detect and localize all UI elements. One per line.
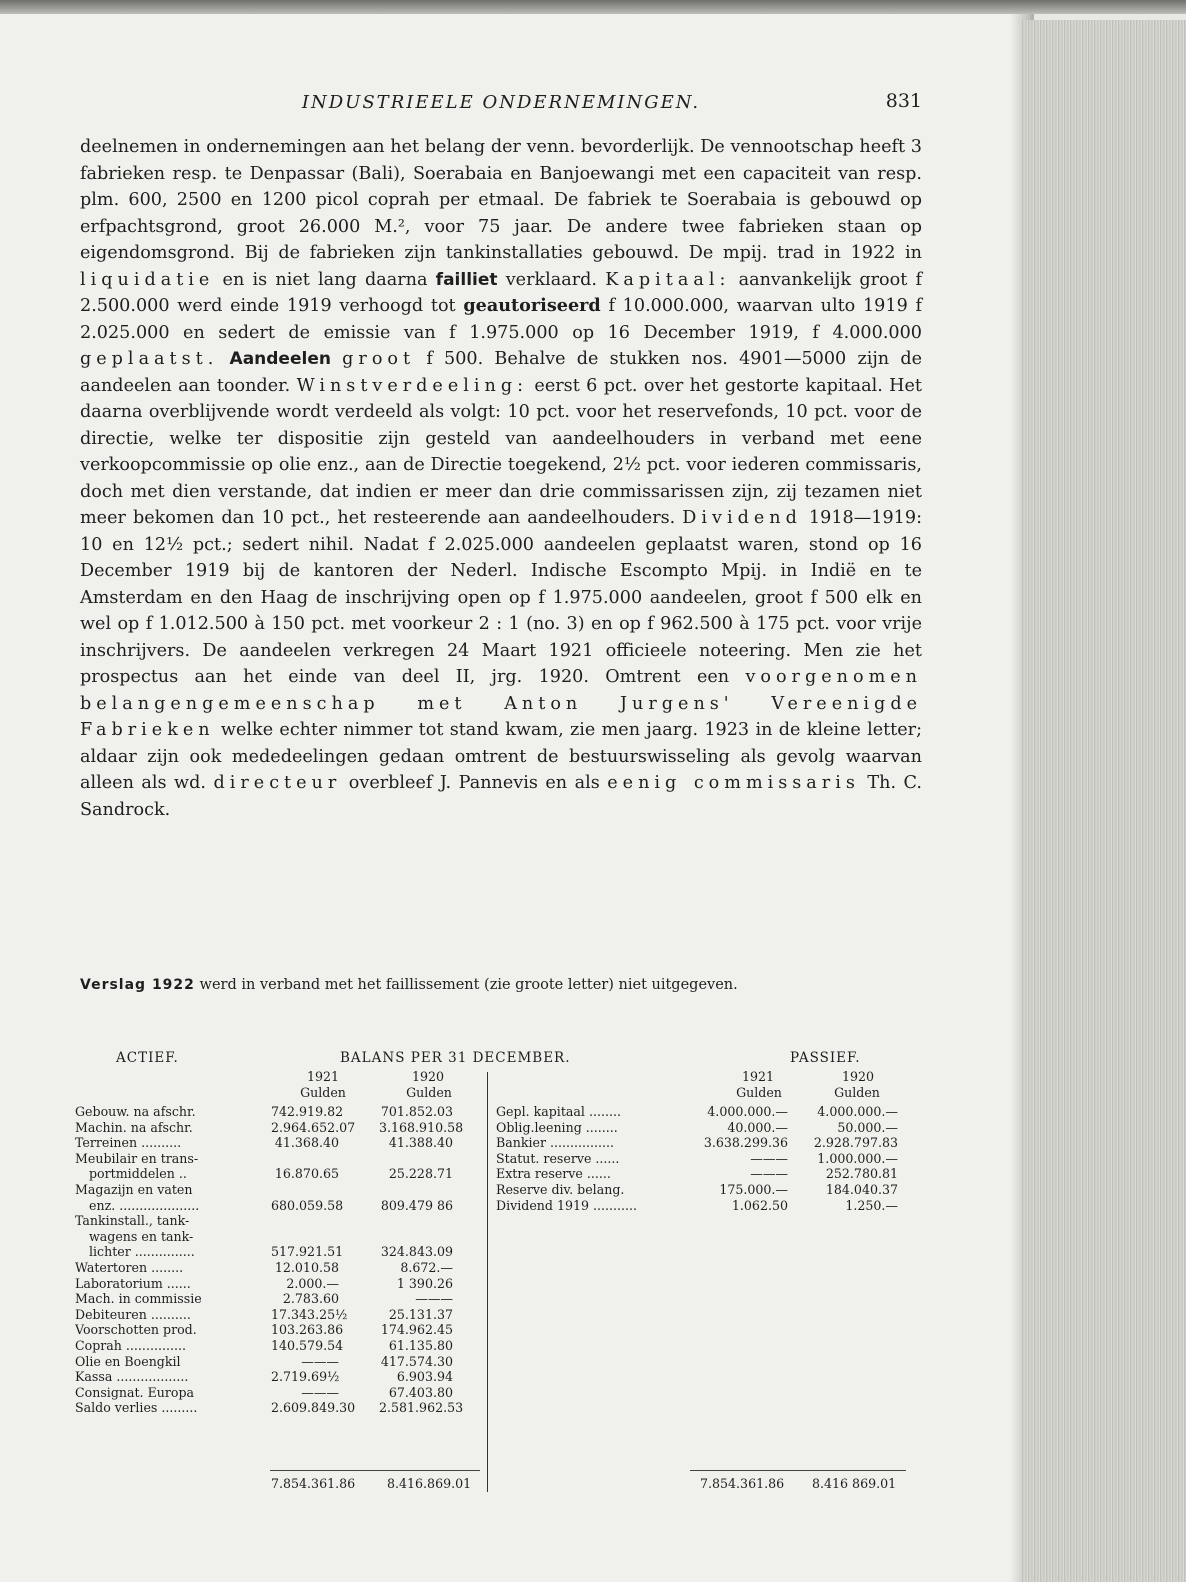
liability-value-1921: 1.062.50 <box>731 1197 788 1213</box>
liability-value-1920: 1.000.000.— <box>817 1150 898 1166</box>
text-run: verklaard. <box>497 269 598 290</box>
liability-row-label: Reserve div. belang. <box>496 1181 625 1197</box>
asset-row <box>75 1151 493 1167</box>
scan-top-border <box>0 0 1186 14</box>
liability-value-1921: ——— <box>750 1166 788 1182</box>
text-run: f 500. Behalve de stukken nos. 4901—5000 zijn de aandeelen aan toonder. <box>80 349 923 396</box>
bold-term-aandeelen: Aandeelen <box>229 349 331 369</box>
asset-row <box>75 1385 493 1401</box>
actief-label: ACTIEF. <box>116 1050 179 1066</box>
text-run: Th. C. Sandrock. <box>80 773 922 820</box>
liability-row-label: Statut. reserve ...... <box>496 1150 620 1166</box>
text-run: 1918—1919: 10 en 12½ pct.; sedert nihil. Nadat f 2.025.000 aandeelen geplaatst waren, stond op 16 December 1919 bij de kantoren der Nederl. Indische Escompto Mpij. in Indië en te Amsterdam en den Haag de inschrijving open op f 1.975.000 aandeelen, groot f 500 elk en wel op f 1.012.500 à 150 pct. met voorkeur 2 : 1 (no. 3) en op f 962.500 à 175 pct. voor vrije inschrijvers. De aandeelen verkregen 24 Maart 1921 officieele noteering. Men zie het prospectus aan het einde van deel II, jrg. 1920. Omtrent een <box>80 508 923 687</box>
col-unit-1920-left: Gulden <box>406 1085 452 1100</box>
asset-row <box>75 1260 493 1276</box>
liability-value-1921: 4.000.000.— <box>707 1104 788 1119</box>
asset-value-1920: 6.903.94 <box>396 1369 453 1385</box>
liability-value-1921: 40.000.— <box>727 1119 788 1135</box>
asset-row-label: Watertoren ........ <box>75 1259 184 1275</box>
text-run: eerst 6 pct. over het gestorte kapitaal. Het daarna overblijvende wordt verdeeld als volgt: 10 pct. voor het reservefonds, 10 pct. voor de directie, welke ter dispositie zijn gesteld van aandeelhouders in verband met eene verkoopcommissie op olie enz., aan de Directie toegekend, 2½ pct. voor iederen commissaris, doch met dien verstande, dat indien er meer dan drie commissarissen zijn, zij tezamen niet meer bekomen dan 10 pct., het resteerende aan aandeelhouders. <box>80 375 923 528</box>
asset-value-1921: 680.059.58 <box>271 1197 344 1213</box>
page-edges <box>1022 20 1186 1582</box>
asset-row <box>75 1400 493 1416</box>
liability-value-1920: 2.928.797.83 <box>813 1135 898 1151</box>
asset-row <box>75 1198 493 1214</box>
asset-row <box>75 1244 493 1260</box>
running-title: INDUSTRIEELE ONDERNEMINGEN. <box>301 92 701 113</box>
col-unit-1921-left: Gulden <box>300 1085 346 1100</box>
asset-row-label: Olie en Boengkil <box>75 1353 181 1369</box>
asset-value-1920: 701.852.03 <box>380 1104 453 1119</box>
asset-row <box>75 1213 493 1229</box>
liability-row <box>496 1120 916 1136</box>
col-year-1920-left: 1920 <box>411 1069 445 1084</box>
asset-value-1920: 67.403.80 <box>388 1384 453 1400</box>
asset-row-label: Mach. in commissie <box>75 1291 202 1307</box>
col-unit-1921-right: Gulden <box>736 1085 782 1100</box>
balance-title: BALANS PER 31 DECEMBER. <box>340 1050 571 1066</box>
asset-row-label: Saldo verlies ......... <box>75 1400 198 1416</box>
asset-value-1920: 61.135.80 <box>388 1337 453 1353</box>
asset-value-1920: 41.388.40 <box>388 1135 453 1151</box>
passief-label: PASSIEF. <box>790 1050 861 1066</box>
asset-row-label: Gebouw. na afschr. <box>75 1104 196 1119</box>
liability-value-1921: 3.638.299.36 <box>703 1135 788 1151</box>
asset-value-1921: 12.010.58 <box>274 1259 339 1275</box>
col-year-1920-right: 1920 <box>841 1069 875 1084</box>
total-assets-1920: 8.416.869.01 <box>387 1476 472 1491</box>
column-divider <box>487 1072 488 1492</box>
liability-value-1920: 50.000.— <box>837 1119 898 1135</box>
text-run: f 10.000.000, waarvan ulto 1919 f 2.025.000 en sedert de emissie van f 1.975.000 op 16 December 1919, f 4.000.000 <box>80 296 922 343</box>
liability-value-1920: 1.250.— <box>845 1197 898 1213</box>
asset-row <box>75 1166 493 1182</box>
spaced-term-groot: groot <box>342 349 416 369</box>
spaced-term-dividend: Dividend <box>682 508 802 528</box>
main-text <box>80 134 922 823</box>
asset-row-label: Coprah ............... <box>75 1337 186 1353</box>
asset-value-1921: 17.343.25½ <box>271 1306 348 1322</box>
asset-row <box>75 1276 493 1292</box>
report-note <box>80 976 922 994</box>
asset-row-label: lichter ............... <box>89 1244 195 1260</box>
liability-value-1920: 252.780.81 <box>825 1166 898 1182</box>
asset-row-label: wagens en tank- <box>89 1228 194 1244</box>
total-liabilities-1921: 7.854.361.86 <box>700 1476 785 1491</box>
liabilities-table <box>496 1104 916 1213</box>
col-year-1921-right: 1921 <box>741 1069 775 1084</box>
asset-value-1921: 2.964.652.07 <box>271 1119 356 1135</box>
liability-row <box>496 1182 916 1198</box>
spaced-term-kapitaal: Kapitaal: <box>605 269 731 290</box>
liability-row <box>496 1104 916 1120</box>
asset-row <box>75 1369 493 1385</box>
asset-row-label: Kassa .................. <box>75 1369 189 1385</box>
col-year-1921-left: 1921 <box>306 1069 340 1084</box>
spaced-term-eenig-commissaris: eenig commissaris <box>607 773 860 793</box>
asset-row <box>75 1229 493 1245</box>
asset-value-1920: 809.479 86 <box>380 1197 453 1213</box>
liability-value-1920: 184.040.37 <box>825 1181 898 1197</box>
total-assets-1921: 7.854.361.86 <box>271 1476 356 1491</box>
asset-value-1921: 140.579.54 <box>271 1337 344 1353</box>
liability-row-label: Extra reserve ...... <box>496 1166 611 1182</box>
total-liabilities-1920: 8.416 869.01 <box>812 1476 897 1491</box>
asset-value-1921: 2.609.849.30 <box>271 1400 356 1416</box>
asset-row-label: Terreinen .......... <box>75 1135 182 1151</box>
bold-term-geautoriseerd: geautoriseerd <box>463 295 601 316</box>
text-run: welke echter nimmer tot stand kwam, zie men jaarg. 1923 in de kleine letter; aldaar zijn ook mededeelingen gedaan omtrent de bestuurswisseling als gevolg waarvan alleen als wd. <box>80 720 922 793</box>
asset-value-1921: 2.719.69½ <box>271 1369 340 1385</box>
asset-row-label: Voorschotten prod. <box>75 1322 197 1338</box>
asset-value-1921: 103.263.86 <box>271 1322 344 1338</box>
spaced-term-winstverdeeling: Winstverdeeling: <box>296 375 529 396</box>
asset-value-1920: 174.962.45 <box>380 1322 453 1338</box>
asset-row-label: Meubilair en trans- <box>75 1150 199 1166</box>
asset-value-1921: ——— <box>301 1353 339 1369</box>
asset-value-1920: 2.581.962.53 <box>379 1400 464 1416</box>
text-run: deelnemen in ondernemingen aan het belang der venn. bevorderlijk. De vennootschap heeft 3 fabrieken resp. te Denpassar (Bali), Soerabaia en Banjoewangi met een capaciteit van resp. plm. 600, 2500 en 1200 picol coprah per etmaal. De fabriek te Soerabaia is gebouwd op erfpachtsgrond, groot 26.000 M.², voor 75 jaar. De andere twee fabrieken staan op eigendomsgrond. Bij de fabrieken zijn tankinstallaties gebouwd. De mpij. trad in 1922 in <box>80 137 922 263</box>
spaced-term-voorgenomen: voorgenomen belangengemeenschap met Anton Jurgens' Vereenigde Fabrieken <box>80 667 922 740</box>
asset-row-label: Machin. na afschr. <box>75 1119 193 1135</box>
asset-row <box>75 1322 493 1338</box>
asset-row <box>75 1354 493 1370</box>
liabilities-total-rule <box>690 1470 906 1471</box>
bold-term-verslag: Verslag 1922 <box>80 977 195 993</box>
asset-value-1920: 417.574.30 <box>380 1353 453 1369</box>
assets-total-rule <box>270 1470 480 1471</box>
col-unit-1920-right: Gulden <box>834 1085 880 1100</box>
asset-row-label: Debiteuren .......... <box>75 1306 191 1322</box>
liability-row <box>496 1198 916 1214</box>
liability-value-1921: ——— <box>750 1150 788 1166</box>
asset-row-label: enz. .................... <box>89 1197 200 1213</box>
text-run: en is niet lang daarna <box>214 269 436 290</box>
text-run: overbleef J. Pannevis en als <box>341 773 608 793</box>
asset-row <box>75 1338 493 1354</box>
asset-value-1921: 517.921.51 <box>271 1244 344 1260</box>
spaced-term-directeur: directeur <box>213 773 342 793</box>
spaced-term-liquidatie: liquidatie <box>80 269 215 290</box>
asset-value-1920: 1 390.26 <box>396 1275 453 1291</box>
asset-value-1921: ——— <box>301 1384 339 1400</box>
asset-row-label: Consignat. Europa <box>75 1384 195 1400</box>
asset-row-label: portmiddelen .. <box>89 1166 187 1182</box>
asset-row-label: Laboratorium ...... <box>75 1275 191 1291</box>
liability-row <box>496 1135 916 1151</box>
liability-row <box>496 1151 916 1167</box>
bold-term-failliet: failliet <box>435 269 498 290</box>
asset-row-label: Magazijn en vaten <box>75 1181 193 1197</box>
asset-value-1920: 25.131.37 <box>388 1306 453 1322</box>
asset-value-1920: 324.843.09 <box>380 1244 453 1260</box>
asset-row <box>75 1120 493 1136</box>
asset-row <box>75 1182 493 1198</box>
asset-value-1920: 3.168.910.58 <box>379 1119 464 1135</box>
liability-row <box>496 1166 916 1182</box>
asset-value-1920: 8.672.— <box>400 1259 453 1275</box>
asset-row <box>75 1135 493 1151</box>
asset-value-1920: 25.228.71 <box>388 1166 453 1182</box>
liability-row-label: Oblig.leening ........ <box>496 1119 618 1135</box>
assets-table <box>75 1104 493 1416</box>
asset-value-1921: 2.000.— <box>286 1275 339 1291</box>
liability-row-label: Gepl. kapitaal ........ <box>496 1104 621 1119</box>
asset-value-1921: 742.919.82 <box>271 1104 344 1119</box>
asset-value-1920: ——— <box>415 1291 453 1307</box>
asset-row-label: Tankinstall., tank- <box>75 1213 190 1229</box>
page-number: 831 <box>885 90 922 112</box>
asset-row <box>75 1307 493 1323</box>
spaced-term-geplaatst: geplaatst. <box>80 349 219 369</box>
liability-value-1921: 175.000.— <box>719 1181 788 1197</box>
text-run: aanvankelijk groot f 2.500.000 werd einde 1919 verhoogd tot <box>80 269 922 316</box>
running-header <box>80 88 922 116</box>
liability-value-1920: 4.000.000.— <box>817 1104 898 1119</box>
asset-value-1921: 41.368.40 <box>274 1135 339 1151</box>
liability-row-label: Dividend 1919 ........... <box>496 1197 638 1213</box>
asset-value-1921: 2.783.60 <box>282 1291 339 1307</box>
note-text: werd in verband met het faillissement (zie groote letter) niet uitgegeven. <box>194 977 738 993</box>
company-paragraph <box>80 134 922 823</box>
asset-row <box>75 1291 493 1307</box>
liability-row-label: Bankier ................ <box>496 1135 615 1151</box>
asset-row <box>75 1104 493 1120</box>
asset-value-1921: 16.870.65 <box>274 1166 339 1182</box>
